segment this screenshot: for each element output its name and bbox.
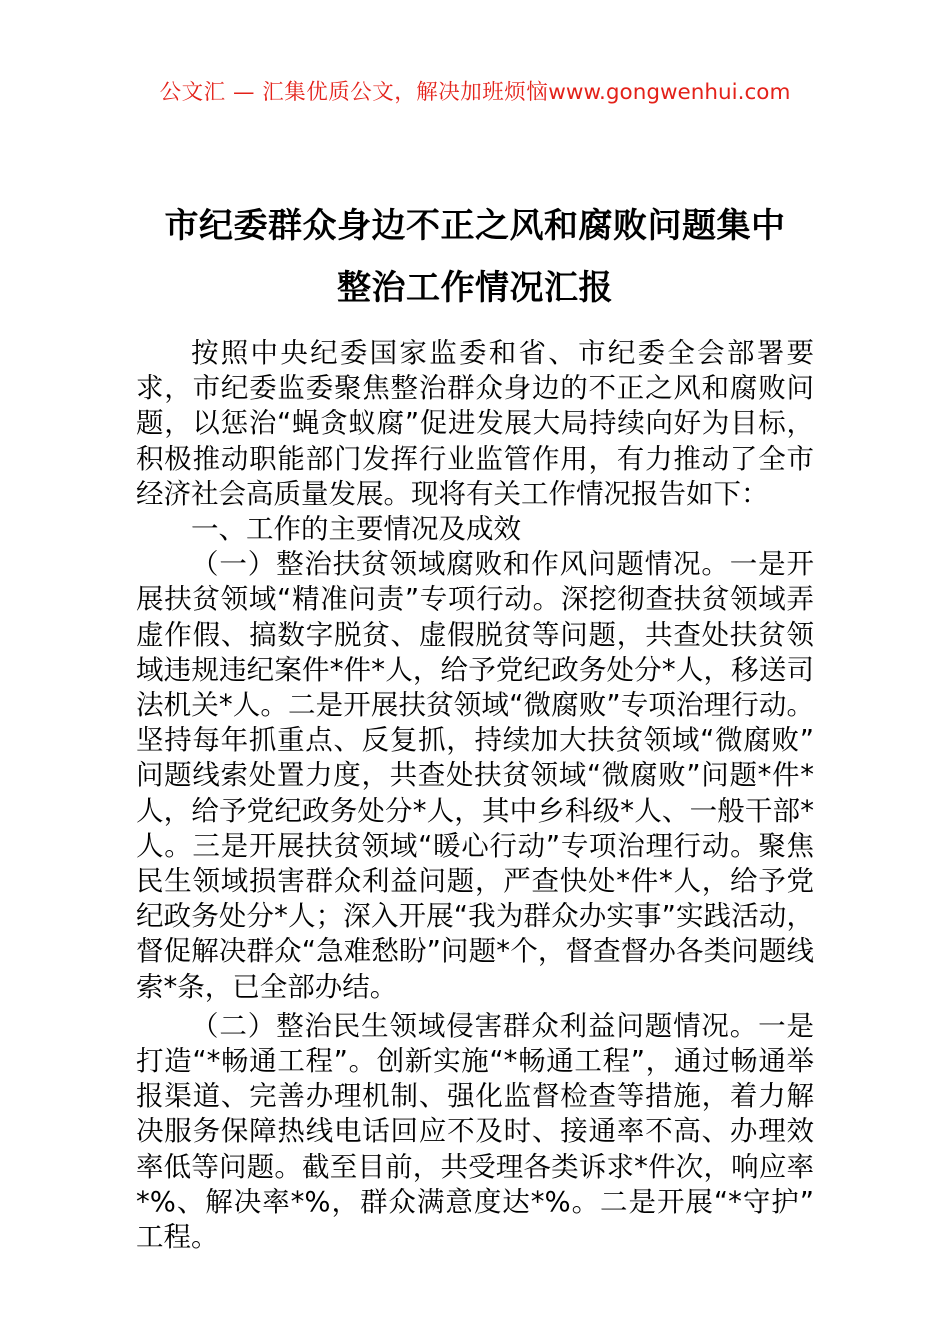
banner-website-url: www.gongwenhui.com [548, 80, 791, 105]
document-title [110, 195, 840, 319]
body-paragraph-intro: 按照中央纪委国家监委和省、市纪委全会部署要求，市纪委监委聚焦整治群众身边的不正之风和腐败问题，以惩治“蝇贪蚁腐”促进发展大局持续向好为目标，积极推动职能部门发挥行业监管作用，有力推动了全市经济社会高质量发展。现将有关工作情况报告如下： [136, 337, 814, 510]
site-watermark-banner [0, 78, 950, 108]
document-title-line-2: 整治工作情况汇报 [337, 267, 613, 308]
banner-chinese-text: 公文汇 — 汇集优质公文，解决加班烦恼 [159, 80, 549, 105]
document-title-line-1: 市纪委群众身边不正之风和腐败问题集中 [164, 205, 786, 246]
document-body [136, 336, 814, 1255]
body-heading-section-one: 一、工作的主要情况及成效 [191, 513, 521, 546]
body-paragraph-subsection-one: （一）整治扶贫领域腐败和作风问题情况。一是开展扶贫领域“精准问责”专项行动。深挖彻查扶贫领域弄虚作假、搞数字脱贫、虚假脱贫等问题，共查处扶贫领域违规违纪案件*件*人，给予党纪政务处分*人，移送司法机关*人。二是开展扶贫领域“微腐败”专项治理行动。坚持每年抓重点、反复抓，持续加大扶贫领域“微腐败”问题线索处置力度，共查处扶贫领域“微腐败”问题*件*人，给予党纪政务处分*人，其中乡科级*人、一般干部*人。三是开展扶贫领域“暖心行动”专项治理行动。聚焦民生领域损害群众利益问题，严查快处*件*人，给予党纪政务处分*人；深入开展“我为群众办实事”实践活动，督促解决群众“急难愁盼”问题*个，督查督办各类问题线索*条，已全部办结。 [136, 548, 814, 1003]
body-paragraph-subsection-two: （二）整治民生领域侵害群众利益问题情况。一是打造“*畅通工程”。创新实施“*畅通工程”，通过畅通举报渠道、完善办理机制、强化监督检查等措施，着力解决服务保障热线电话回应不及时、接通率不高、办理效率低等问题。截至目前，共受理各类诉求*件次，响应率*%、解决率*%，群众满意度达*%。二是开展“*守护”工程。 [136, 1009, 814, 1254]
